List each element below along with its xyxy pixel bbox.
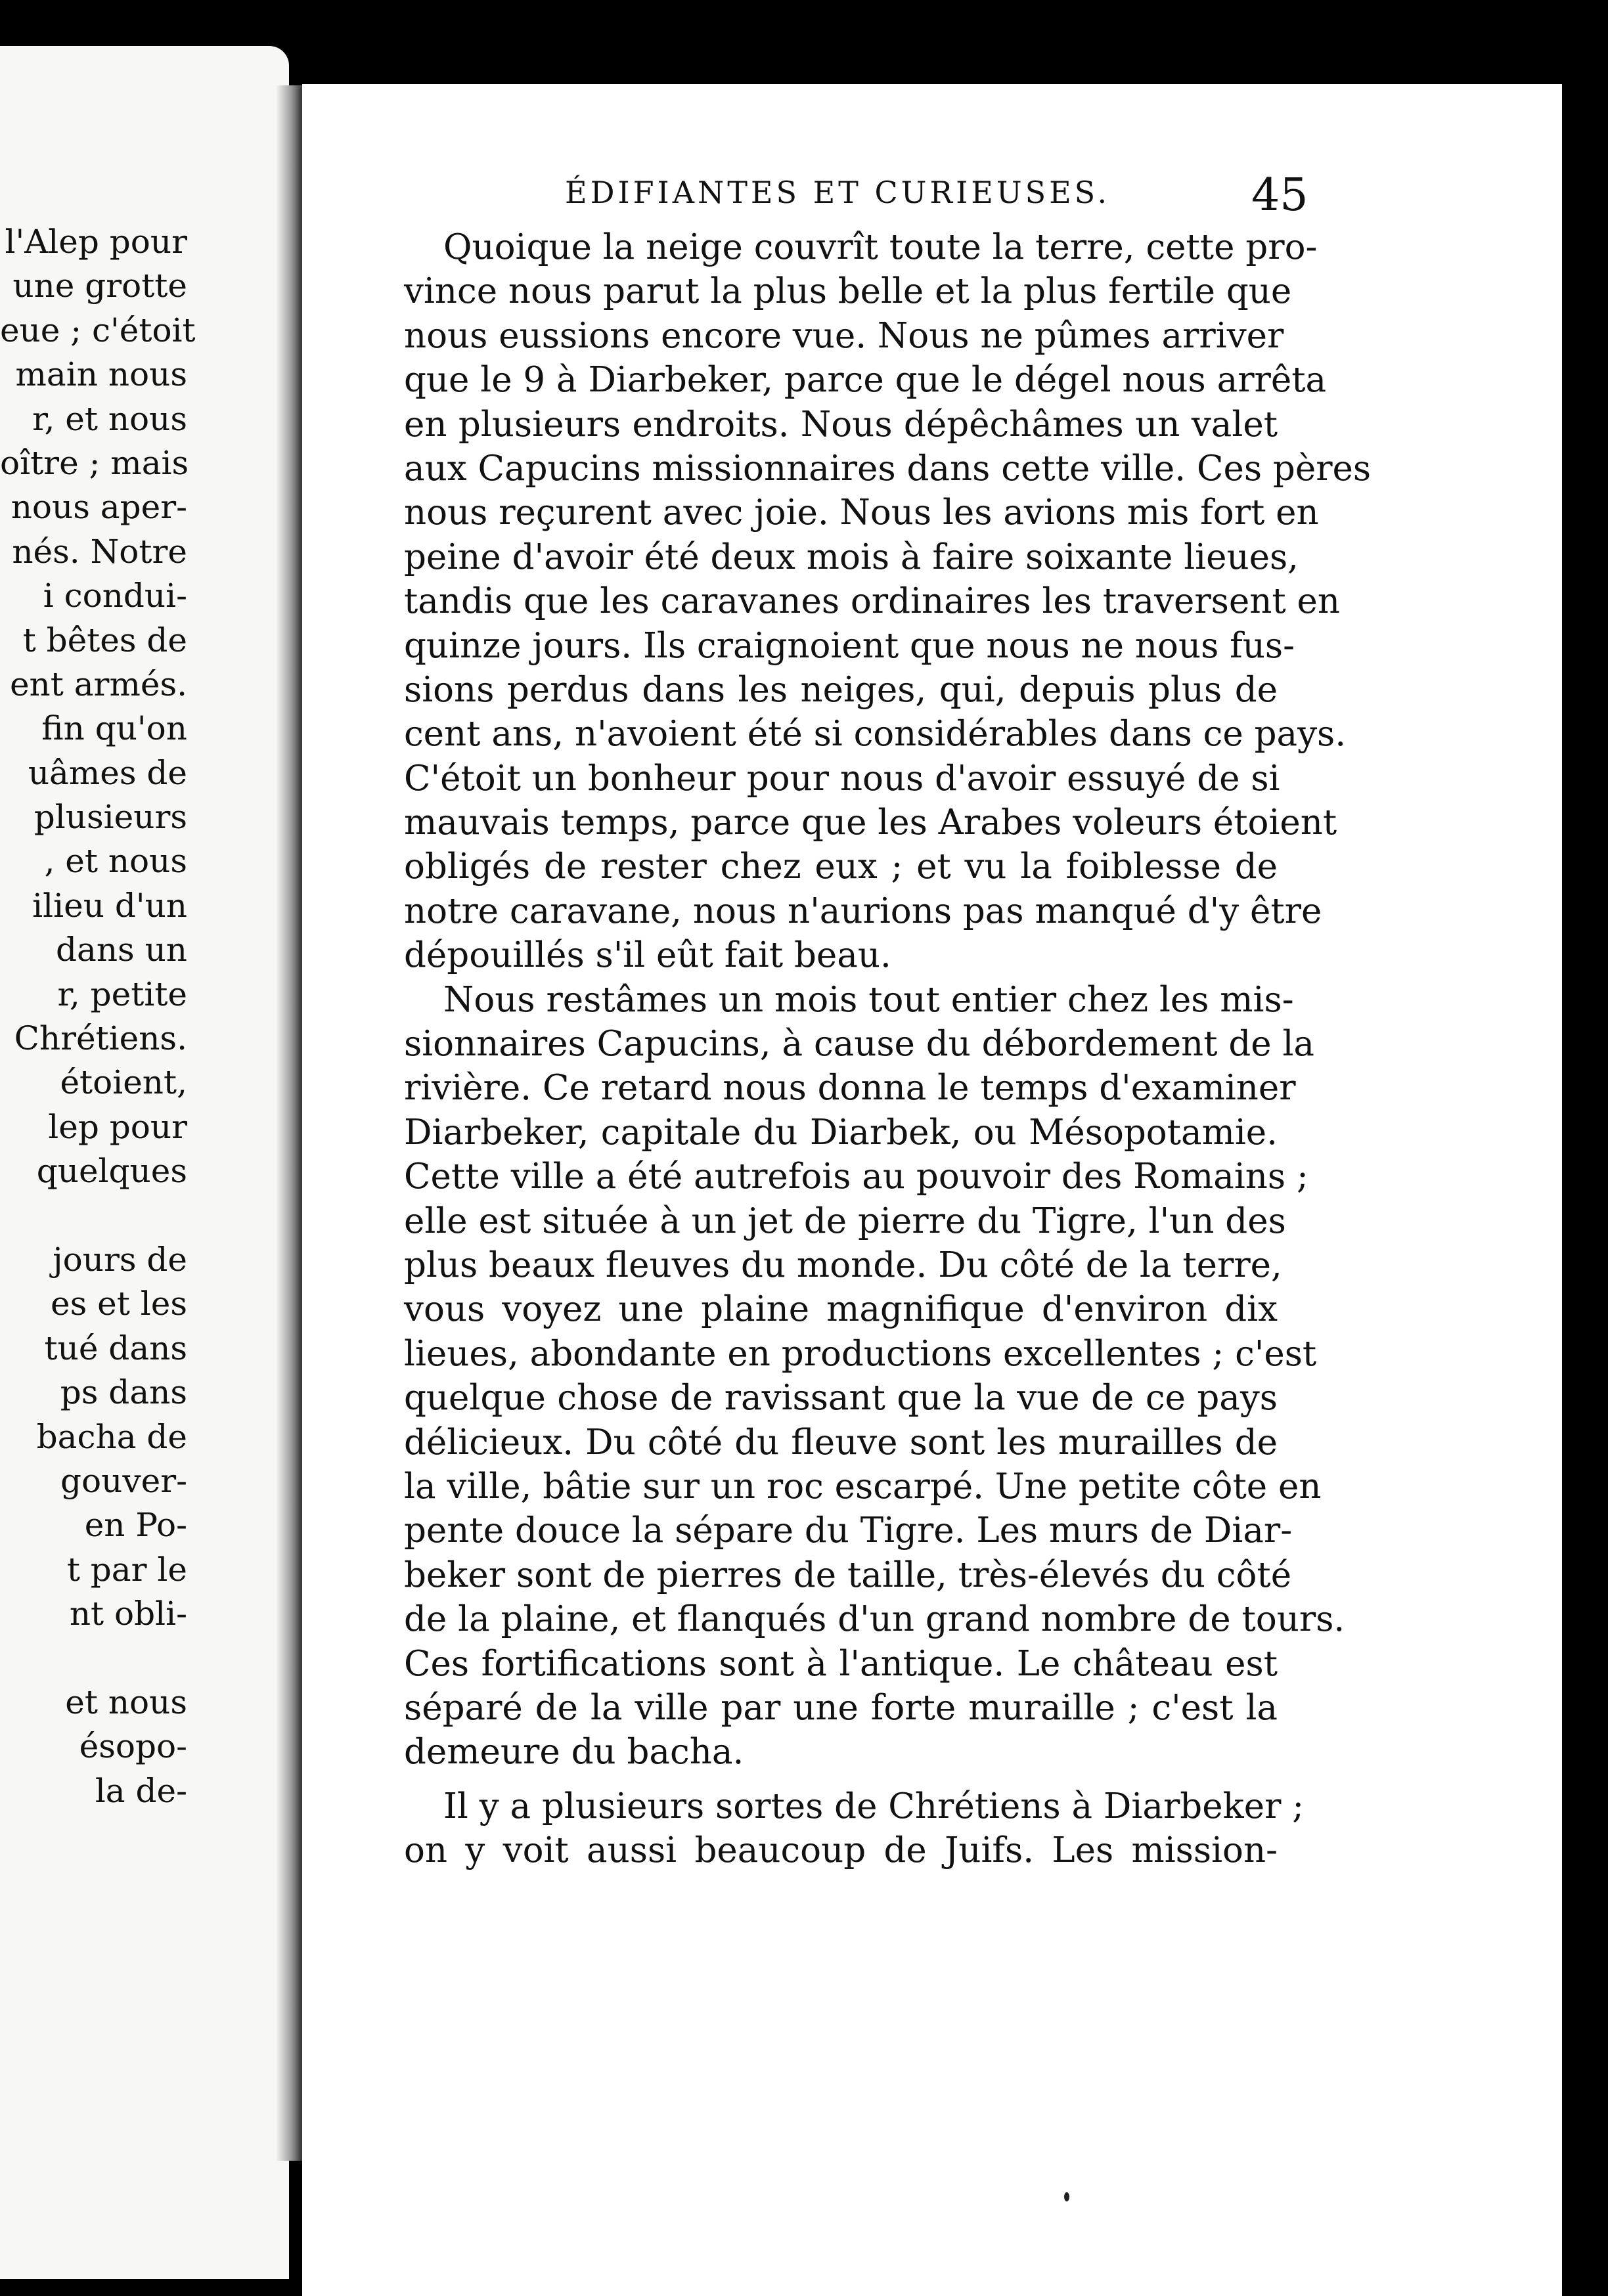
left-line: nés. Notre — [12, 532, 187, 571]
left-line: oître ; mais — [0, 443, 189, 482]
text-line: quinze jours. Ils craignoient que nous ne nous fus- — [404, 625, 1295, 666]
text-line: plus beaux fleuves du monde. Du côté de la terre, — [404, 1245, 1282, 1285]
text-line: obligés de rester chez eux ; et vu la foiblesse de — [404, 847, 1278, 887]
text-line: nous eussions encore vue. Nous ne pûmes arriver — [404, 315, 1284, 356]
left-line: ps dans — [60, 1373, 187, 1412]
left-line — [0, 1637, 187, 1681]
left-line: tué dans — [44, 1329, 187, 1367]
left-line: ilieu d'un — [32, 886, 187, 925]
left-line: fin qu'on — [41, 709, 187, 748]
right-page — [302, 84, 1562, 2296]
running-head: ÉDIFIANTES ET CURIEUSES. — [565, 175, 1111, 210]
text-line: que le 9 à Diarbeker, parce que le dégel nous arrêta — [404, 360, 1327, 401]
left-line: main nous — [15, 355, 187, 394]
left-line: l'Alep pour — [5, 223, 187, 261]
page-header — [302, 169, 1562, 229]
left-line: ésopo- — [79, 1727, 187, 1766]
left-line: Chrétiens. — [14, 1019, 187, 1058]
left-line: une grotte — [12, 267, 187, 305]
text-line: Ces fortifications sont à l'antique. Le château est — [404, 1643, 1278, 1684]
text-line: elle est située à un jet de pierre du Tigre, l'un des — [404, 1201, 1286, 1241]
text-line: Nous restâmes un mois tout entier chez les mis- — [443, 979, 1294, 1020]
text-line: cent ans, n'avoient été si considérables dans ce pays. — [404, 714, 1347, 755]
left-line: uâmes de — [28, 753, 187, 792]
left-line: étoient, — [60, 1063, 187, 1102]
left-line: t par le — [66, 1550, 187, 1589]
text-line: quelque chose de ravissant que la vue de ce pays — [404, 1378, 1278, 1419]
text-line: on y voit aussi beaucoup de Juifs. Les mission- — [404, 1830, 1278, 1871]
text-line: beker sont de pierres de taille, très-élevés du côté — [404, 1555, 1292, 1595]
text-line: de la plaine, et flanqués d'un grand nombre de tours. — [404, 1599, 1345, 1640]
left-line: quelques — [36, 1152, 187, 1191]
text-line: mauvais temps, parce que les Arabes voleurs étoient — [404, 803, 1337, 843]
text-line: Quoique la neige couvrît toute la terre, cette pro- — [443, 227, 1318, 267]
left-line: nous aper- — [11, 488, 187, 527]
left-line: t bêtes de — [22, 621, 187, 659]
left-line: plusieurs — [34, 798, 187, 837]
left-line: eue ; c'étoit — [0, 311, 196, 349]
text-line: Il y a plusieurs sortes de Chrétiens à Diarbeker ; — [443, 1786, 1305, 1826]
left-line: en Po- — [84, 1506, 187, 1545]
left-line: gouver- — [60, 1461, 187, 1500]
scan-background — [1562, 84, 1608, 2296]
left-line: , et nous — [44, 842, 187, 881]
left-page — [0, 46, 289, 2279]
text-line: vince nous parut la plus belle et la plus fertile que — [404, 271, 1292, 312]
text-line: sionnaires Capucins, à cause du débordement de la — [404, 1024, 1315, 1065]
text-line: la ville, bâtie sur un roc escarpé. Une petite côte en — [404, 1466, 1322, 1507]
left-line: r, et nous — [32, 399, 187, 438]
left-line: es et les — [51, 1285, 187, 1323]
left-line: bacha de — [36, 1417, 187, 1456]
left-line: la de- — [95, 1771, 187, 1810]
left-line — [0, 1194, 187, 1238]
text-line: Diarbeker, capitale du Diarbek, ou Mésopotamie. — [404, 1112, 1278, 1153]
left-line: dans un — [56, 931, 187, 969]
text-line: notre caravane, nous n'aurions pas manqué d'y être — [404, 891, 1322, 931]
text-line: tandis que les caravanes ordinaires les traversent en — [404, 581, 1341, 622]
left-line: ent armés. — [9, 665, 187, 703]
left-line: nt obli- — [69, 1595, 187, 1633]
left-line: r, petite — [57, 975, 187, 1013]
text-line: séparé de la ville par une forte muraille ; c'est la — [404, 1687, 1278, 1728]
text-line: en plusieurs endroits. Nous dépêchâmes un valet — [404, 404, 1278, 445]
text-line: pente douce la sépare du Tigre. Les murs de Diar- — [404, 1511, 1293, 1551]
text-line: demeure du bacha. — [404, 1732, 744, 1773]
text-line: lieues, abondante en productions excellentes ; c'est — [404, 1333, 1317, 1374]
left-line: i condui- — [43, 577, 187, 615]
text-line: rivière. Ce retard nous donna le temps d'examiner — [404, 1068, 1296, 1109]
text-line: vous voyez une plaine magnifique d'environ dix — [404, 1289, 1278, 1330]
text-line: sions perdus dans les neiges, qui, depuis plus de — [404, 669, 1278, 710]
ink-spot — [1064, 2192, 1069, 2201]
left-line: jours de — [53, 1240, 187, 1279]
page-number: 45 — [1251, 169, 1308, 221]
text-line: aux Capucins missionnaires dans cette ville. Ces pères — [404, 448, 1372, 489]
text-line: C'étoit un bonheur pour nous d'avoir essuyé de si — [404, 758, 1280, 799]
left-line: et nous — [65, 1683, 187, 1721]
text-line: dépouillés s'il eût fait beau. — [404, 935, 891, 976]
left-page-text — [0, 220, 196, 1813]
text-line: délicieux. Du côté du fleuve sont les murailles de — [404, 1422, 1278, 1463]
text-line: nous reçurent avec joie. Nous les avions mis fort en — [404, 493, 1319, 533]
paragraph-gap — [404, 1775, 1278, 1784]
text-line: peine d'avoir été deux mois à faire soixante lieues, — [404, 537, 1299, 577]
left-line: lep pour — [48, 1107, 187, 1146]
page-body — [404, 225, 1372, 1872]
text-line: Cette ville a été autrefois au pouvoir des Romains ; — [404, 1157, 1308, 1197]
